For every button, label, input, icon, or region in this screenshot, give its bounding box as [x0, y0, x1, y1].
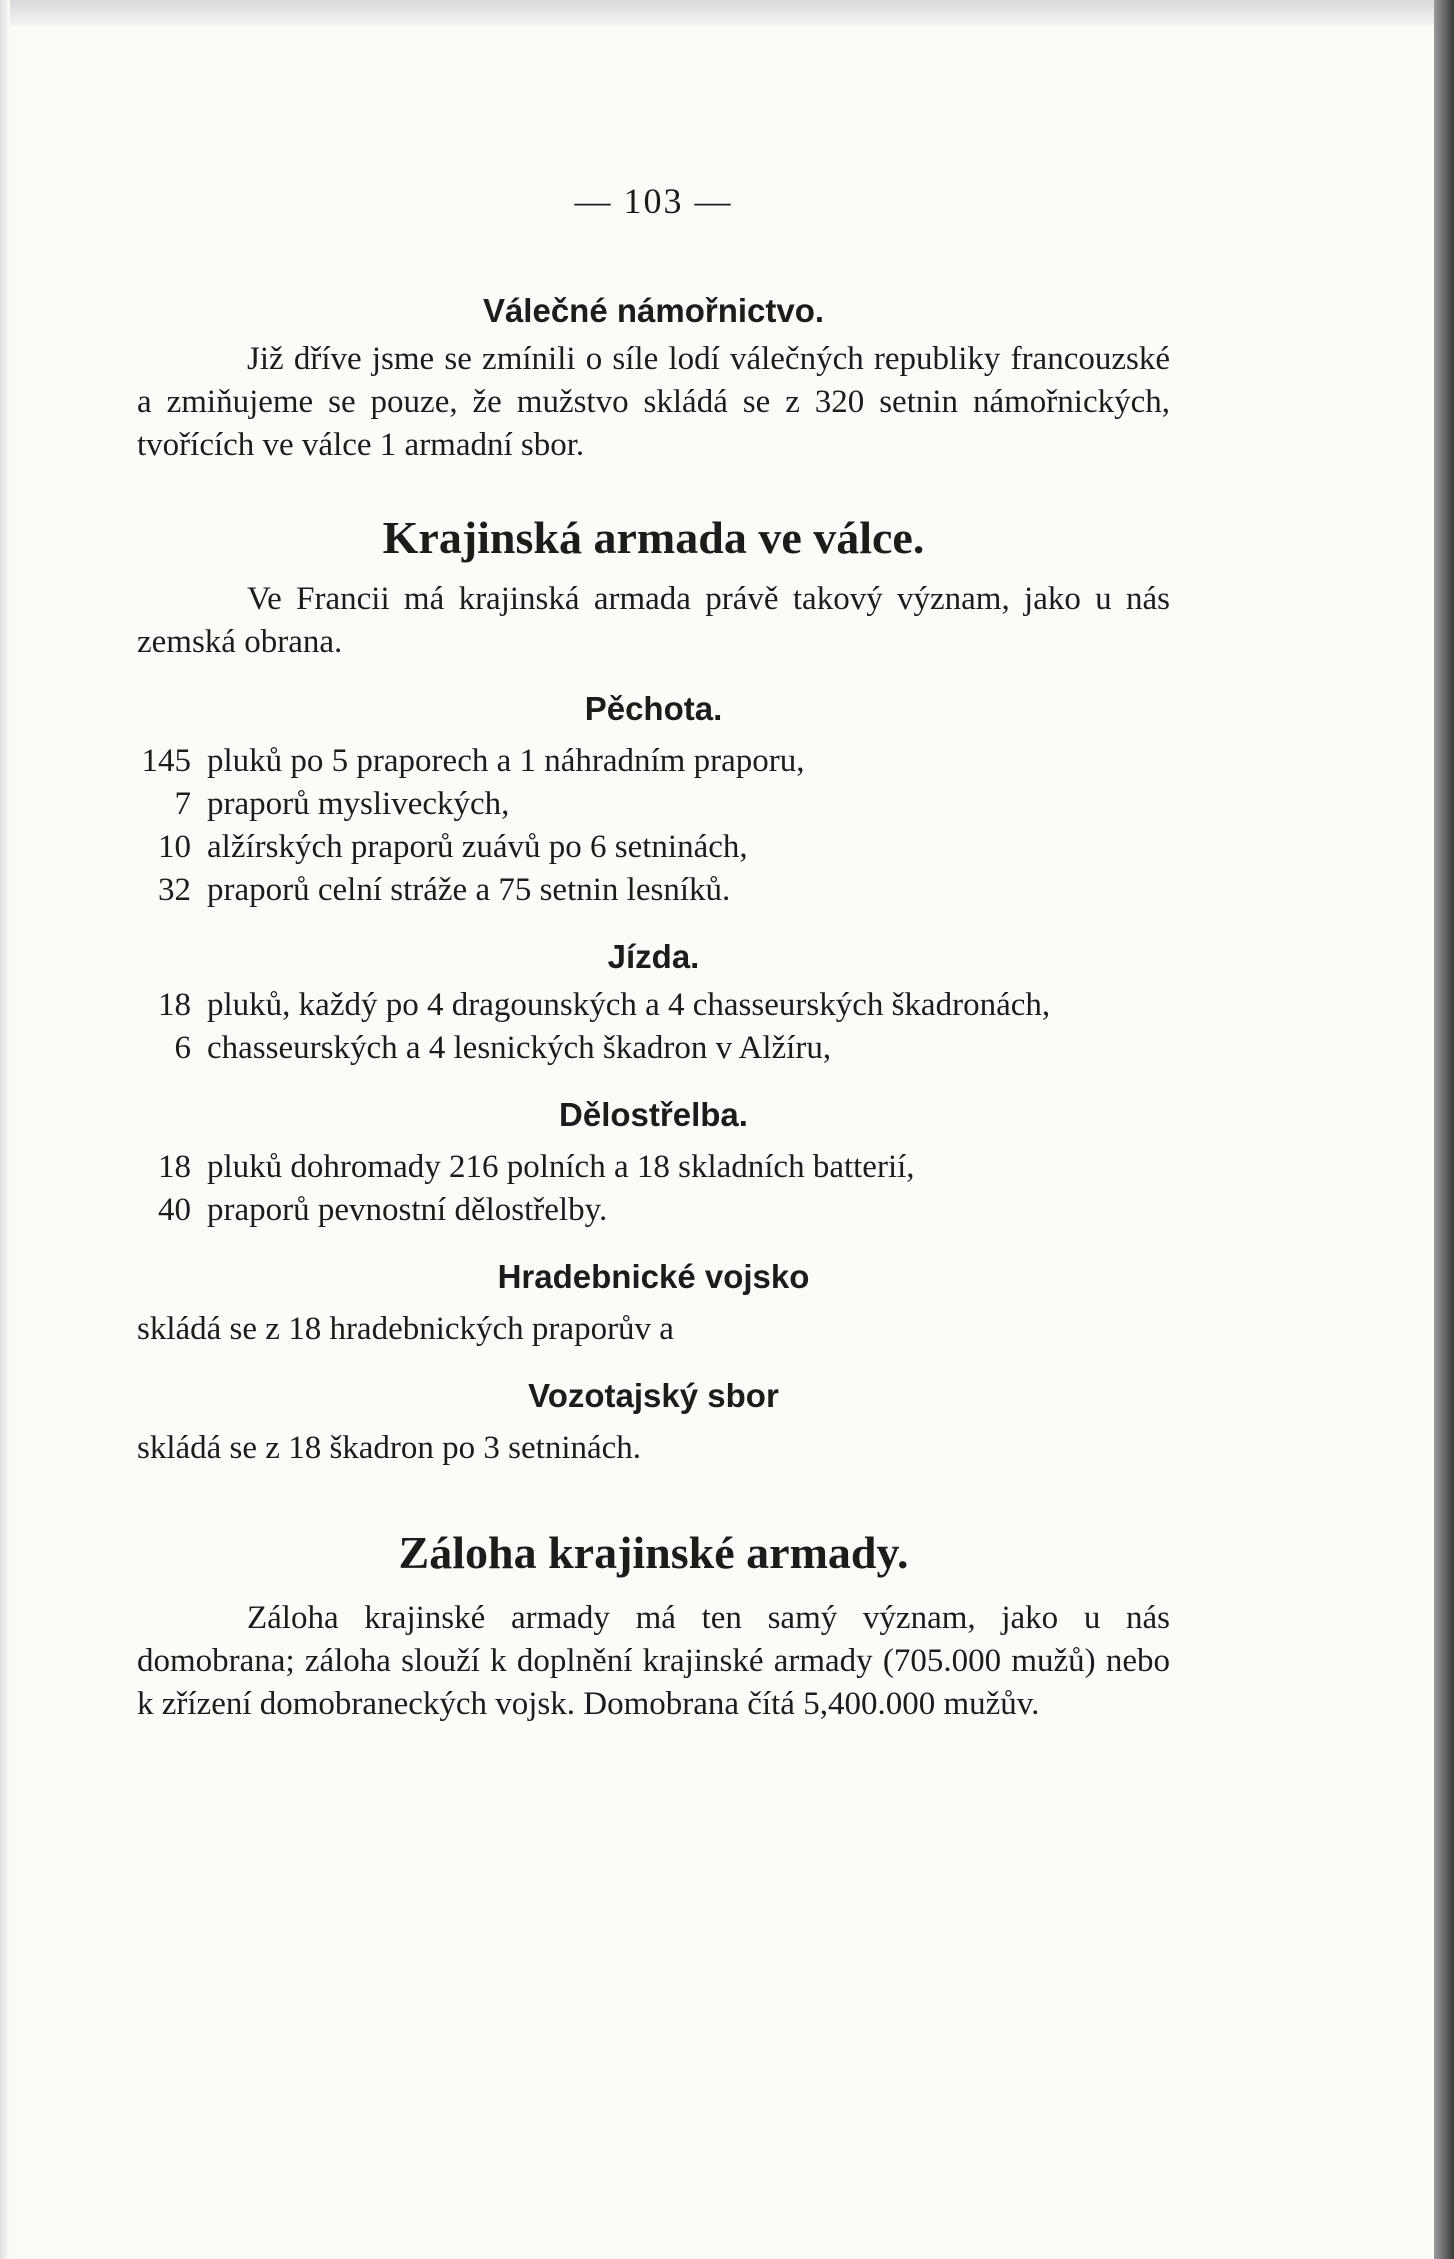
heading-fortress-troops: Hradebnické vojsko	[497, 1258, 810, 1295]
paragraph-train-corps: skládá se z 18 škadron po 3 setninách.	[137, 1430, 642, 1466]
paragraph-reserve: Záloha krajinské armady má ten samý význam, jako u nás domobrana; záloha slouží k doplnění krajinské armady (705.000 mužů) nebo k zřízení domobraneckých vojsk. Domobrana čítá 5,400.000 mužův.	[137, 1600, 1170, 1722]
paragraph-territorial-army: Ve Francii má krajinská armada právě takový význam, jako u nás zemská obrana.	[137, 581, 1170, 660]
list-item: 10 alžírských praporů zuávů po 6 setninách,	[158, 829, 748, 865]
paragraph-navy: Již dříve jsme se zmínili o síle lodí válečných republiky francouzské a zmiňujeme se pouze, že mužstvo skládá se z 320 setnin námořnických, tvořících ve válce 1 armadní sbor.	[137, 341, 1170, 463]
list-infantry	[137, 740, 1170, 912]
list-item: 7 praporů mysliveckých,	[174, 786, 510, 822]
list-item: 145 pluků po 5 praporech a 1 náhradním praporu,	[141, 743, 805, 779]
heading-train-corps: Vozotajský sbor	[528, 1377, 779, 1414]
page-number: — 103 —	[574, 181, 733, 221]
list-item: 18 pluků dohromady 216 polních a 18 skladních batterií,	[158, 1149, 915, 1185]
list-cavalry	[137, 984, 1170, 1070]
paragraph-fortress-troops: skládá se z 18 hradebnických praporův a	[137, 1311, 674, 1347]
list-artillery	[137, 1146, 1170, 1232]
scan-shadow-right	[1434, 0, 1454, 2259]
list-item: 32 praporů celní stráže a 75 setnin lesníků.	[158, 872, 731, 908]
heading-infantry: Pěchota.	[584, 690, 723, 727]
list-item: 18 pluků, každý po 4 dragounských a 4 chasseurských škadronách,	[158, 987, 1051, 1023]
heading-artillery: Dělostřelba.	[559, 1096, 748, 1133]
heading-cavalry: Jízda.	[607, 938, 700, 975]
heading-territorial-army: Krajinská armada ve válce.	[382, 512, 925, 563]
heading-reserve: Záloha krajinské armady.	[398, 1527, 909, 1578]
heading-navy: Válečné námořnictvo.	[482, 292, 825, 329]
page-content	[137, 180, 1170, 1726]
list-item: 40 praporů pevnostní dělostřelby.	[158, 1192, 608, 1228]
scan-shadow-left	[0, 0, 10, 2259]
list-item: 6 chasseurských a 4 lesnických škadron v Alžíru,	[174, 1030, 832, 1066]
scan-shadow-top	[0, 0, 1454, 26]
